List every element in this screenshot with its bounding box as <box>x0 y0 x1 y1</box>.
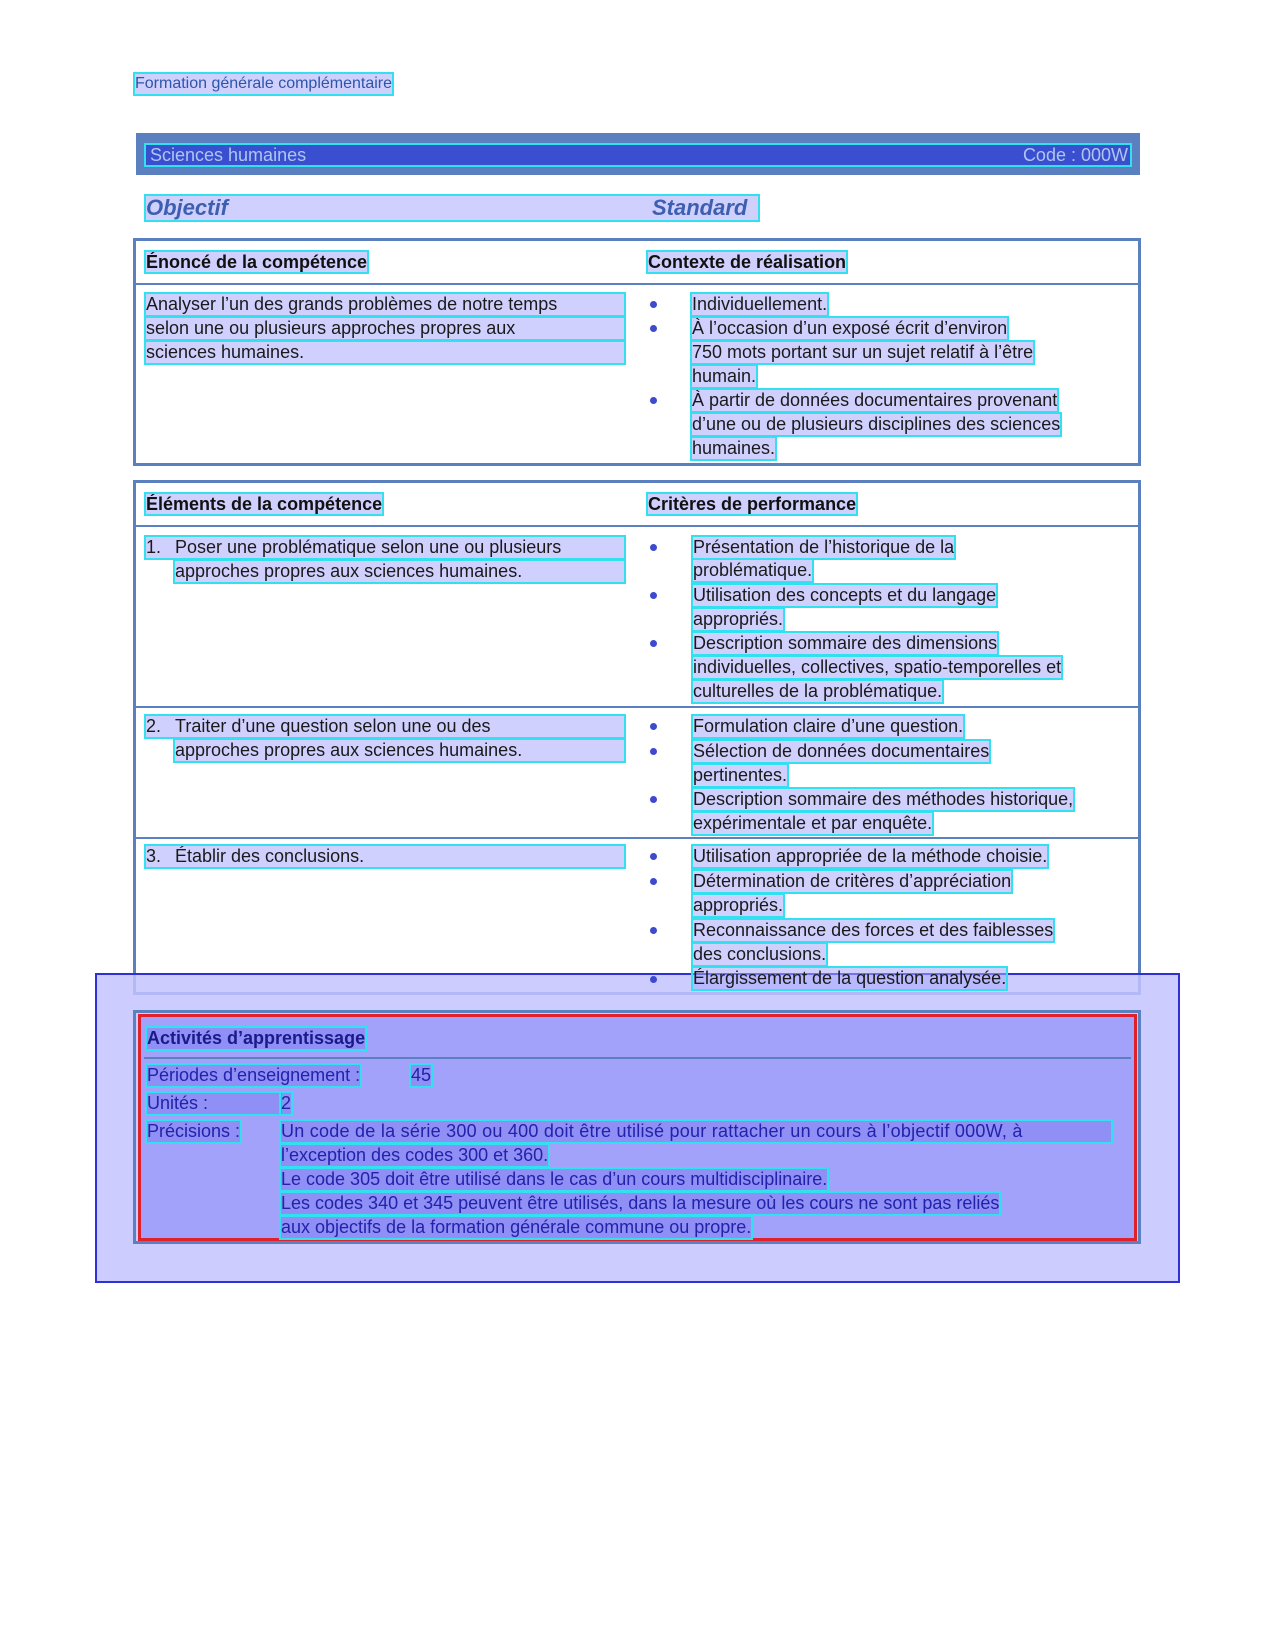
bullet-icon <box>650 976 657 983</box>
critere-item: Formulation claire d’une question. <box>693 716 964 736</box>
contexte-item: À partir de données documentaires provenant <box>692 390 1058 410</box>
element-text: Traiter d’une question selon une ou des <box>175 716 491 736</box>
element-number: 2. <box>146 716 162 736</box>
bullet-icon <box>650 325 657 332</box>
critere-item: individuelles, collectives, spatio-temporelles et <box>693 657 1062 677</box>
row-divider <box>136 706 1138 708</box>
element-3-line <box>146 846 624 867</box>
critere-item: Détermination de critères d’appréciation <box>693 871 1012 891</box>
contexte-item: humain. <box>692 366 757 386</box>
page-header: Formation générale complémentaire <box>135 75 393 92</box>
contexte-item: À l’occasion d’un exposé écrit d’environ <box>692 318 1008 338</box>
activities-panel[interactable] <box>138 1014 1137 1241</box>
banner-title: Sciences humaines <box>150 145 307 165</box>
element-number: 3. <box>146 846 162 866</box>
enonce-table-header <box>136 241 1138 285</box>
enonce-table <box>133 238 1141 466</box>
standard-heading: Standard <box>652 195 748 220</box>
row-divider <box>136 837 1138 839</box>
precisions-label: Précisions : <box>147 1121 241 1141</box>
element-number: 1. <box>146 537 162 557</box>
objectif-heading: Objectif <box>146 195 228 220</box>
contexte-header: Contexte de réalisation <box>648 252 847 272</box>
contexte-item: d’une ou de plusieurs disciplines des sciences <box>692 414 1061 434</box>
critere-item: expérimentale et par enquête. <box>693 813 933 833</box>
enonce-line: sciences humaines. <box>146 342 624 363</box>
contexte-item: humaines. <box>692 438 776 458</box>
critere-item: appropriés. <box>693 609 784 629</box>
enonce-line: Analyser l’un des grands problèmes de notre temps <box>146 294 624 315</box>
contexte-item: Individuellement. <box>692 294 828 314</box>
elements-header: Éléments de la compétence <box>146 494 383 514</box>
element-2-line: approches propres aux sciences humaines. <box>175 740 624 761</box>
bullet-icon <box>650 592 657 599</box>
bullet-icon <box>650 878 657 885</box>
periodes-label: Périodes d’enseignement : <box>147 1065 361 1085</box>
elements-table <box>133 480 1141 995</box>
banner-bar <box>146 145 1130 165</box>
critere-item: des conclusions. <box>693 944 827 964</box>
precisions-line: Un code de la série 300 ou 400 doit être utilisé pour rattacher un cours à l’objectif 000W, à <box>281 1121 1111 1142</box>
element-text: Poser une problématique selon une ou plusieurs <box>175 537 562 557</box>
critere-item: Description sommaire des dimensions <box>693 633 998 653</box>
critere-item: Description sommaire des méthodes historique, <box>693 789 1074 809</box>
bullet-icon <box>650 723 657 730</box>
bullet-icon <box>650 397 657 404</box>
critere-item: culturelles de la problématique. <box>693 681 943 701</box>
critere-item: pertinentes. <box>693 765 788 785</box>
contexte-item: 750 mots portant sur un sujet relatif à l’être <box>692 342 1034 362</box>
activities-divider <box>144 1057 1131 1059</box>
enonce-line: selon une ou plusieurs approches propres aux <box>146 318 624 339</box>
element-1-line <box>146 537 624 558</box>
elements-table-header <box>136 483 1138 527</box>
bullet-icon <box>650 853 657 860</box>
criteres-header: Critères de performance <box>648 494 857 514</box>
bullet-icon <box>650 748 657 755</box>
bullet-icon <box>650 796 657 803</box>
critere-item: Sélection de données documentaires <box>693 741 990 761</box>
critere-item: Utilisation des concepts et du langage <box>693 585 997 605</box>
critere-item: appropriés. <box>693 895 784 915</box>
element-2-line <box>146 716 624 737</box>
critere-item: problématique. <box>693 560 813 580</box>
precisions-line: Les codes 340 et 345 peuvent être utilisés, dans la mesure où les cours ne sont pas reliés <box>281 1193 1000 1213</box>
precisions-line: l’exception des codes 300 et 360. <box>281 1145 549 1165</box>
section-banner <box>133 133 1140 175</box>
element-text: Établir des conclusions. <box>175 846 365 866</box>
element-1-line: approches propres aux sciences humaines. <box>175 561 624 582</box>
objectif-standard-row <box>146 196 758 220</box>
activities-title: Activités d’apprentissage <box>147 1028 366 1048</box>
banner-code: Code : 000W <box>1022 145 1128 165</box>
enonce-header: Énoncé de la compétence <box>146 252 368 272</box>
critere-item: Présentation de l’historique de la <box>693 537 955 557</box>
bullet-icon <box>650 640 657 647</box>
critere-item: Élargissement de la question analysée. <box>693 968 1007 988</box>
unites-value: 2 <box>281 1093 292 1113</box>
periodes-value: 45 <box>411 1065 432 1085</box>
bullet-icon <box>650 301 657 308</box>
precisions-line: Le code 305 doit être utilisé dans le cas d’un cours multidisciplinaire. <box>281 1169 828 1189</box>
critere-item: Reconnaissance des forces et des faiblesses <box>693 920 1054 940</box>
critere-item: Utilisation appropriée de la méthode choisie. <box>693 846 1048 866</box>
bullet-icon <box>650 927 657 934</box>
bullet-icon <box>650 544 657 551</box>
precisions-line: aux objectifs de la formation générale commune ou propre. <box>281 1217 752 1237</box>
unites-label: Unités : <box>147 1093 282 1114</box>
